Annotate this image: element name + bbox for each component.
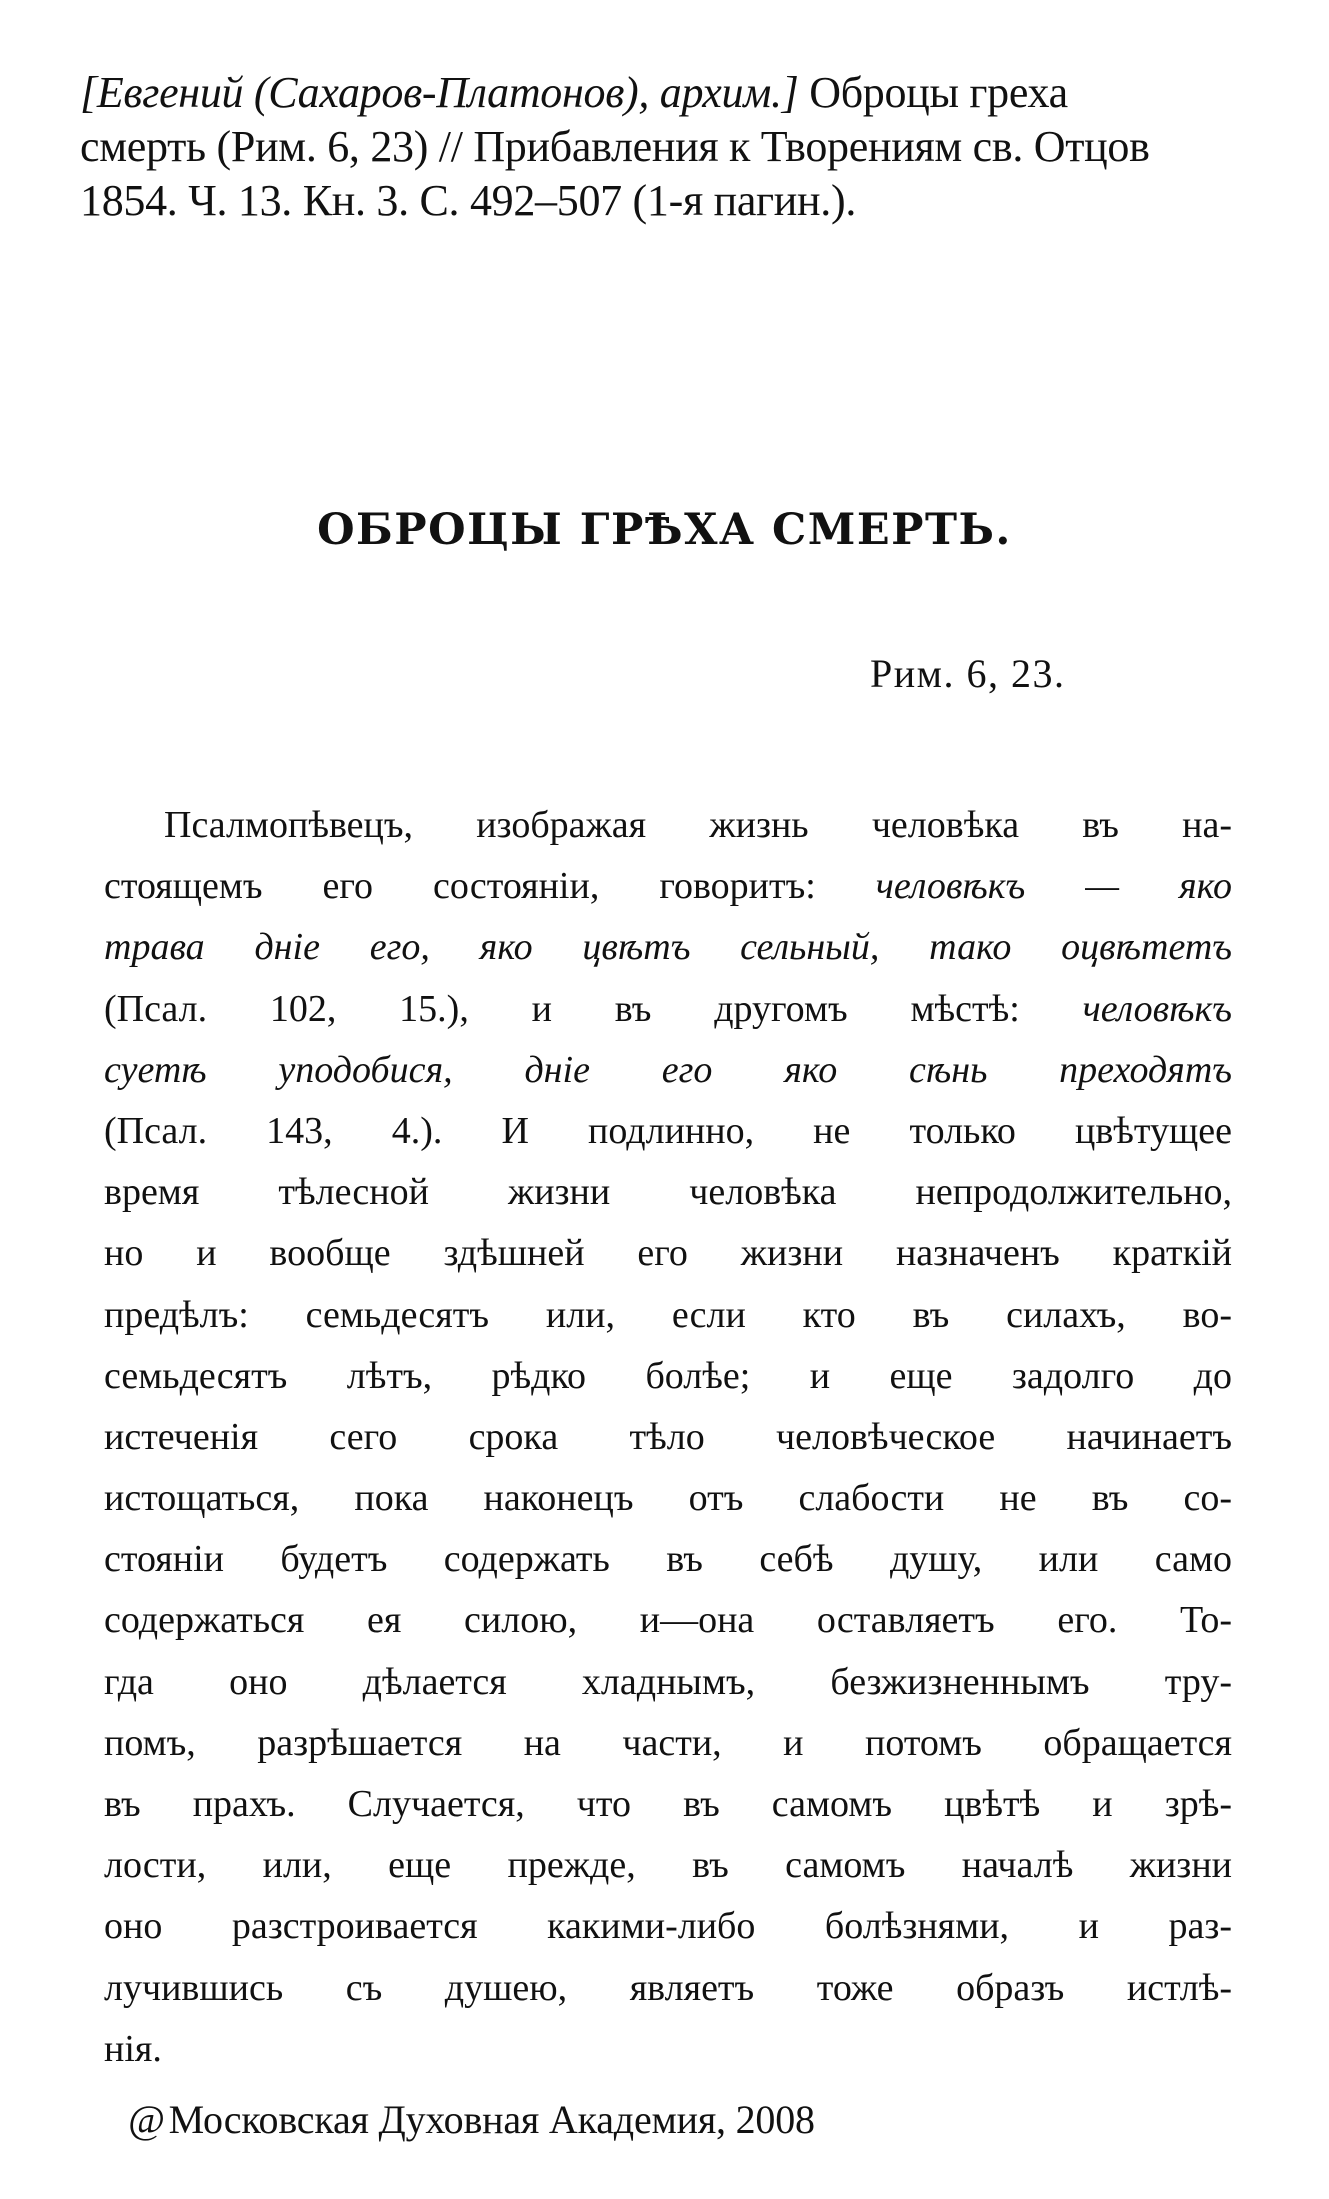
italic-quotation: человѣкъ: [1082, 987, 1232, 1030]
text-line: [104, 1346, 1232, 1407]
text-segment: оно разстроивается какими-либо болѣзнями, и раз-: [104, 1905, 1232, 1948]
text-line: [104, 1162, 1232, 1223]
citation-line-2: смерть (Рим. 6, 23) // Прибавления к Творениям св. Отцов: [80, 122, 1150, 171]
text-line: [104, 1040, 1232, 1101]
text-segment: лучившись съ душею, являетъ тоже образъ истлѣ-: [104, 1966, 1232, 2009]
bibliographic-citation: [80, 66, 1280, 228]
copyright-footer: [128, 2096, 815, 2143]
text-segment: стояніи будетъ содержать въ себѣ душу, или само: [104, 1538, 1232, 1581]
text-segment: лости, или, еще прежде, въ самомъ началѣ жизни: [104, 1844, 1232, 1887]
text-segment: помъ, разрѣшается на части, и потомъ обращается: [104, 1721, 1232, 1764]
scripture-reference: Рим. 6, 23.: [870, 651, 1066, 696]
text-segment: нія.: [104, 2027, 162, 2070]
text-segment: (Псал. 102, 15.), и въ другомъ мѣстѣ:: [104, 987, 1083, 1030]
text-line: [104, 917, 1232, 978]
at-sign-icon: @: [128, 2097, 165, 2142]
italic-quotation: человѣкъ — яко: [875, 865, 1232, 908]
text-segment: предѣлъ: семьдесятъ или, если кто въ силахъ, во-: [104, 1293, 1232, 1336]
text-line: [104, 1958, 1232, 2019]
text-line: [104, 1223, 1232, 1284]
italic-quotation: трава дніе его, яко цвѣтъ сельный, тако оцвѣтетъ: [104, 926, 1232, 969]
text-segment: семьдесятъ лѣтъ, рѣдко болѣе; и еще задолго до: [104, 1354, 1232, 1397]
text-segment: гда оно дѣлается хладнымъ, безжизненнымъ тру-: [104, 1660, 1232, 1703]
text-segment: содержаться ея силою, и—она оставляетъ его. То-: [104, 1599, 1232, 1642]
text-line: [104, 1835, 1232, 1896]
text-line: [104, 795, 1232, 856]
citation-line-3: 1854. Ч. 13. Кн. 3. С. 492–507 (1-я пагин.).: [80, 176, 857, 225]
text-segment: но и вообще здѣшней его жизни назначенъ краткій: [104, 1232, 1232, 1275]
text-line: [104, 979, 1232, 1040]
text-segment: истеченія сего срока тѣло человѣческое начинаетъ: [104, 1415, 1232, 1458]
citation-title: Оброцы греха: [798, 68, 1068, 117]
text-line: [104, 1529, 1232, 1590]
text-line: [104, 1896, 1232, 1957]
sermon-title: ОБРОЦЫ ГРѢХА СМЕРТЬ.: [317, 505, 1012, 555]
sermon-body-text: [104, 795, 1232, 2080]
text-line: [104, 2019, 1232, 2080]
text-line: [104, 1101, 1232, 1162]
text-segment: истощаться, пока наконецъ отъ слабости не въ со-: [104, 1477, 1232, 1520]
citation-author: [Евгений (Сахаров-Платонов), архим.]: [80, 68, 799, 117]
text-segment: (Псал. 143, 4.). И подлинно, не только цвѣтущее: [104, 1109, 1232, 1152]
text-segment: въ прахъ. Случается, что въ самомъ цвѣтѣ и зрѣ-: [104, 1783, 1232, 1825]
text-line: [104, 1407, 1232, 1468]
text-line: [104, 1285, 1232, 1346]
text-segment: время тѣлесной жизни человѣка непродолжительно,: [104, 1171, 1232, 1214]
text-segment: Псалмопѣвецъ, изображая жизнь человѣка въ на-: [164, 804, 1232, 846]
copyright-text: Московская Духовная Академия, 2008: [168, 2097, 815, 2142]
italic-quotation: суетѣ уподобися, дніе его яко сѣнь преходятъ: [104, 1048, 1232, 1091]
text-line: [104, 1652, 1232, 1713]
citation-line-1: [80, 66, 1280, 120]
text-line: [104, 1774, 1232, 1835]
text-segment: стоящемъ его состояніи, говоритъ:: [104, 865, 876, 908]
text-line: [104, 856, 1232, 917]
text-line: [104, 1590, 1232, 1651]
text-line: [104, 1468, 1232, 1529]
text-line: [104, 1713, 1232, 1774]
